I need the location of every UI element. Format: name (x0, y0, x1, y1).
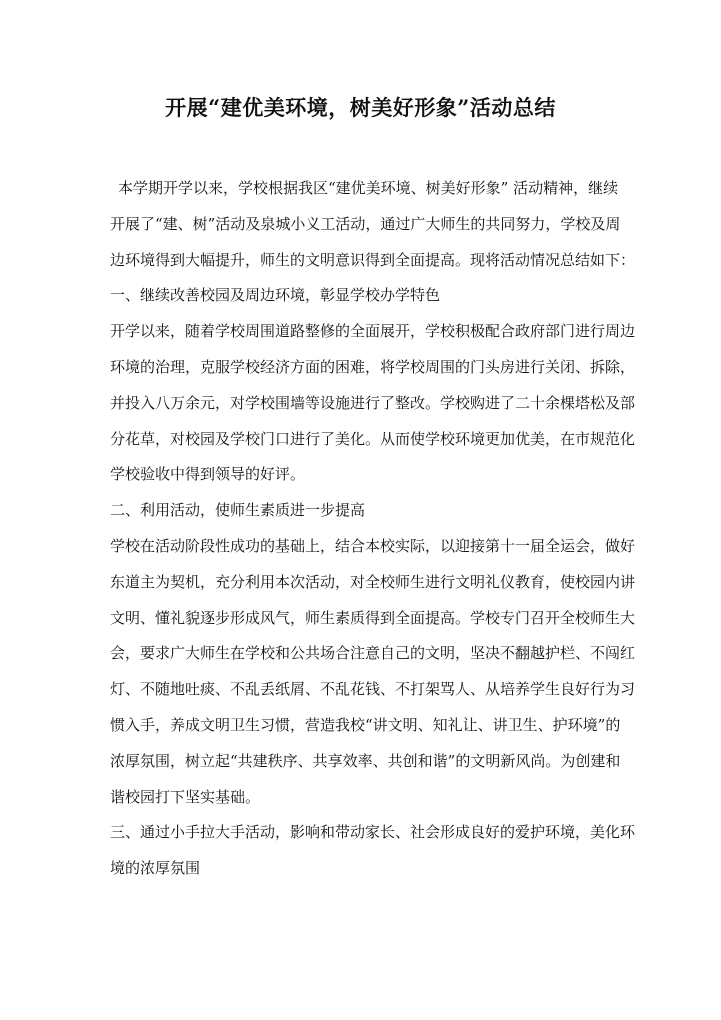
section-2-line-7: 浓厚氛围，树立起“共建秩序、共享效率、共创和谐”的文明新风尚。为创建和 (110, 751, 621, 770)
section-2-line-6: 惯入手，养成文明卫生习惯，营造我校“讲文明、知礼让、讲卫生、护环境”的 (110, 715, 621, 734)
section-2-line-2: 东道主为契机，充分利用本次活动，对全校师生进行文明礼仪教育，使校园内讲 (110, 572, 636, 591)
paragraph-intro-line-1: 本学期开学以来，学校根据我区“建优美环境、树美好形象” 活动精神，继续 (118, 179, 619, 197)
section-heading-1: 一、继续改善校园及周边环境，彰显学校办学特色 (110, 286, 441, 305)
document-title: 开展“建优美环境，树美好形象”活动总结 (165, 95, 556, 120)
section-1-line-2: 环境的治理，克服学校经济方面的困难，将学校周围的门头房进行关闭、拆除， (110, 357, 636, 376)
document-body (110, 171, 636, 887)
section-1-line-1: 开学以来，随着学校周围道路整修的全面展开，学校积极配合政府部门进行周边 (110, 322, 636, 341)
section-1-line-3: 并投入八万余元，对学校围墙等设施进行了整改。学校购进了二十余棵塔松及部 (110, 393, 636, 412)
section-2-line-4: 会，要求广大师生在学校和公共场合注意自己的文明，坚决不翻越护栏、不闯红 (110, 644, 636, 663)
section-2-line-3: 文明、懂礼貌逐步形成风气，师生素质得到全面提高。学校专门召开全校师生大 (110, 608, 636, 627)
paragraph-intro-line-3: 边环境得到大幅提升，师生的文明意识得到全面提高。现将活动情况总结如下： (110, 250, 636, 269)
section-heading-2: 二、利用活动，使师生素质进一步提高 (110, 501, 366, 520)
section-2-line-5: 灯、不随地吐痰、不乱丢纸屑、不乱花钱、不打架骂人、从培养学生良好行为习 (110, 680, 636, 699)
section-2-line-1: 学校在活动阶段性成功的基础上，结合本校实际，以迎接第十一届全运会，做好 (110, 536, 636, 555)
section-1-line-5: 学校验收中得到领导的好评。 (110, 465, 306, 484)
section-2-line-8: 谐校园打下坚实基础。 (110, 787, 261, 806)
section-heading-3-line-2: 境的浓厚氛围 (110, 859, 201, 878)
paragraph-intro-line-2: 开展了“建、树”活动及泉城小义工活动，通过广大师生的共同努力，学校及周 (110, 214, 621, 233)
section-1-line-4: 分花草，对校园及学校门口进行了美化。从而使学校环境更加优美，在市规范化 (110, 429, 636, 448)
section-heading-3-line-1: 三、通过小手拉大手活动，影响和带动家长、社会形成良好的爱护环境，美化环 (110, 823, 636, 842)
